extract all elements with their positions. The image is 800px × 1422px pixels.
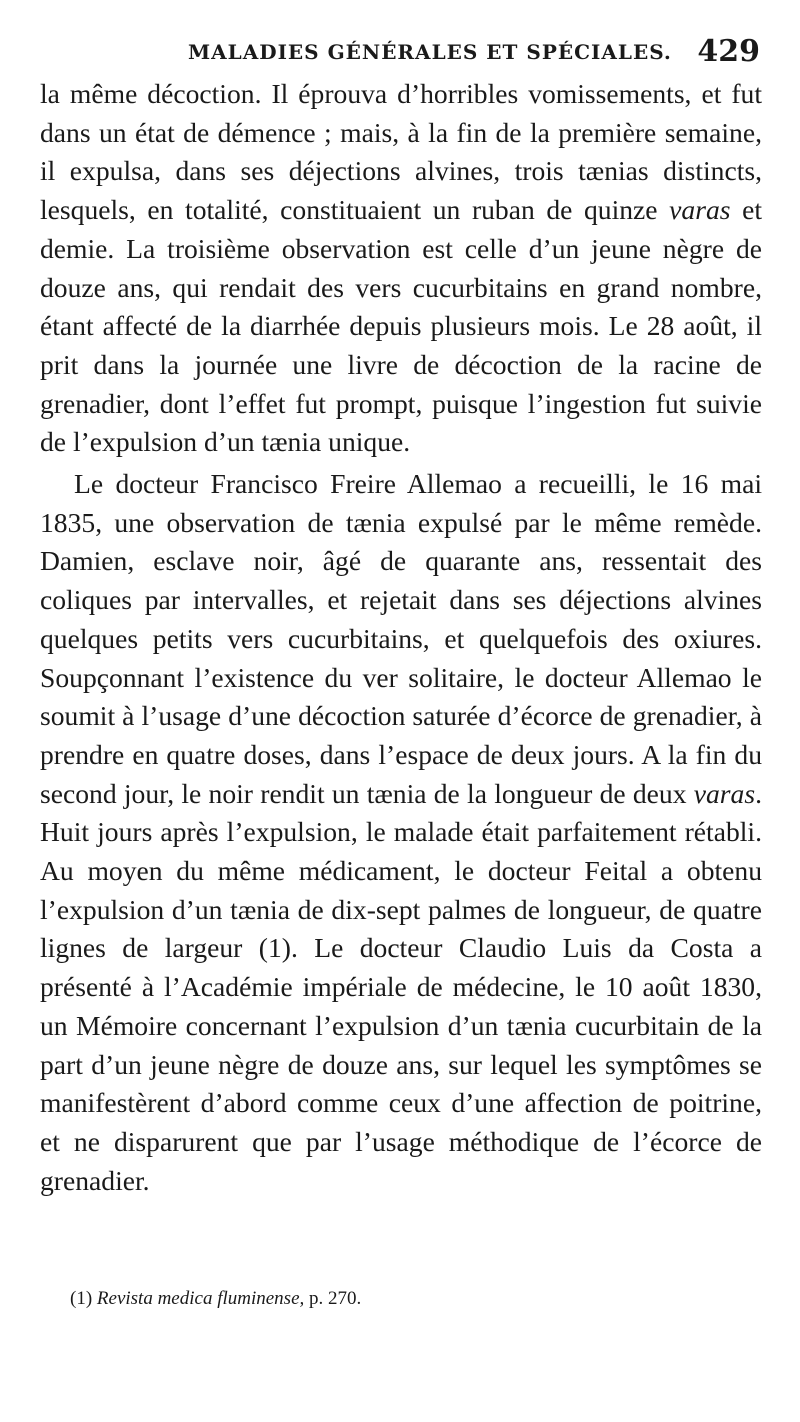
emphasis: varas [669, 194, 731, 226]
emphasis: varas [693, 777, 756, 809]
footnote [70, 1288, 760, 1310]
footnote-page: p. 270. [309, 1288, 362, 1309]
footnote-source: Revista medica fluminense, [96, 1288, 305, 1309]
running-head [40, 34, 760, 74]
body-text [40, 75, 762, 1200]
running-title: MALADIES GÉNÉRALES ET SPÉCIALES. [188, 40, 672, 64]
footnote-marker: (1) [70, 1288, 93, 1309]
paragraph-1: la même décoction. Il éprouva d’horribles vomissements, et fut dans un état de démence ; mais, à la fin de la première semaine, il expulsa, dans ses déjections alvines, trois tænias distincts, lesquels, en totalité, constituaient un ruban de quinze varas et demie. La troisième observation est celle d’un jeune nègre de douze ans, qui rendait des vers cucurbitains en grand nombre, étant affecté de la diarrhée depuis plusieurs mois. Le 28 août, il prit dans la journée une livre de décoction de la racine de grenadier, dont l’effet fut prompt, puisque l’ingestion fut suivie de l’expulsion d’un tænia unique. [40, 78, 762, 458]
page-number: 429 [697, 34, 760, 69]
paragraph-2: Le docteur Francisco Freire Allemao a recueilli, le 16 mai 1835, une observation de tænia expulsé par le même remède. Damien, esclave noir, âgé de quarante ans, ressentait des coliques par intervalles, et rejetait dans ses déjections alvines quelques petits vers cucurbitains, et quelquefois des oxiures. Soupçonnant l’existence du ver solitaire, le docteur Allemao le soumit à l’usage d’une décoction saturée d’écorce de grenadier, à prendre en quatre doses, dans l’espace de deux jours. A la fin du second jour, le noir rendit un tænia de la longueur de deux varas. Huit jours après l’expulsion, le malade était parfaitement rétabli. Au moyen du même médicament, le docteur Feital a obtenu l’expulsion d’un tænia de dix-sept palmes de longueur, de quatre lignes de largeur (1). Le docteur Claudio Luis da Costa a présenté à l’Académie impériale de médecine, le 10 août 1830, un Mémoire concernant l’expulsion d’un tænia cucurbitain de la part d’un jeune nègre de douze ans, sur lequel les symptômes se manifestèrent d’abord comme ceux d’une affection de poitrine, et ne disparurent que par l’usage méthodique de l’écorce de grenadier. [40, 468, 762, 1196]
